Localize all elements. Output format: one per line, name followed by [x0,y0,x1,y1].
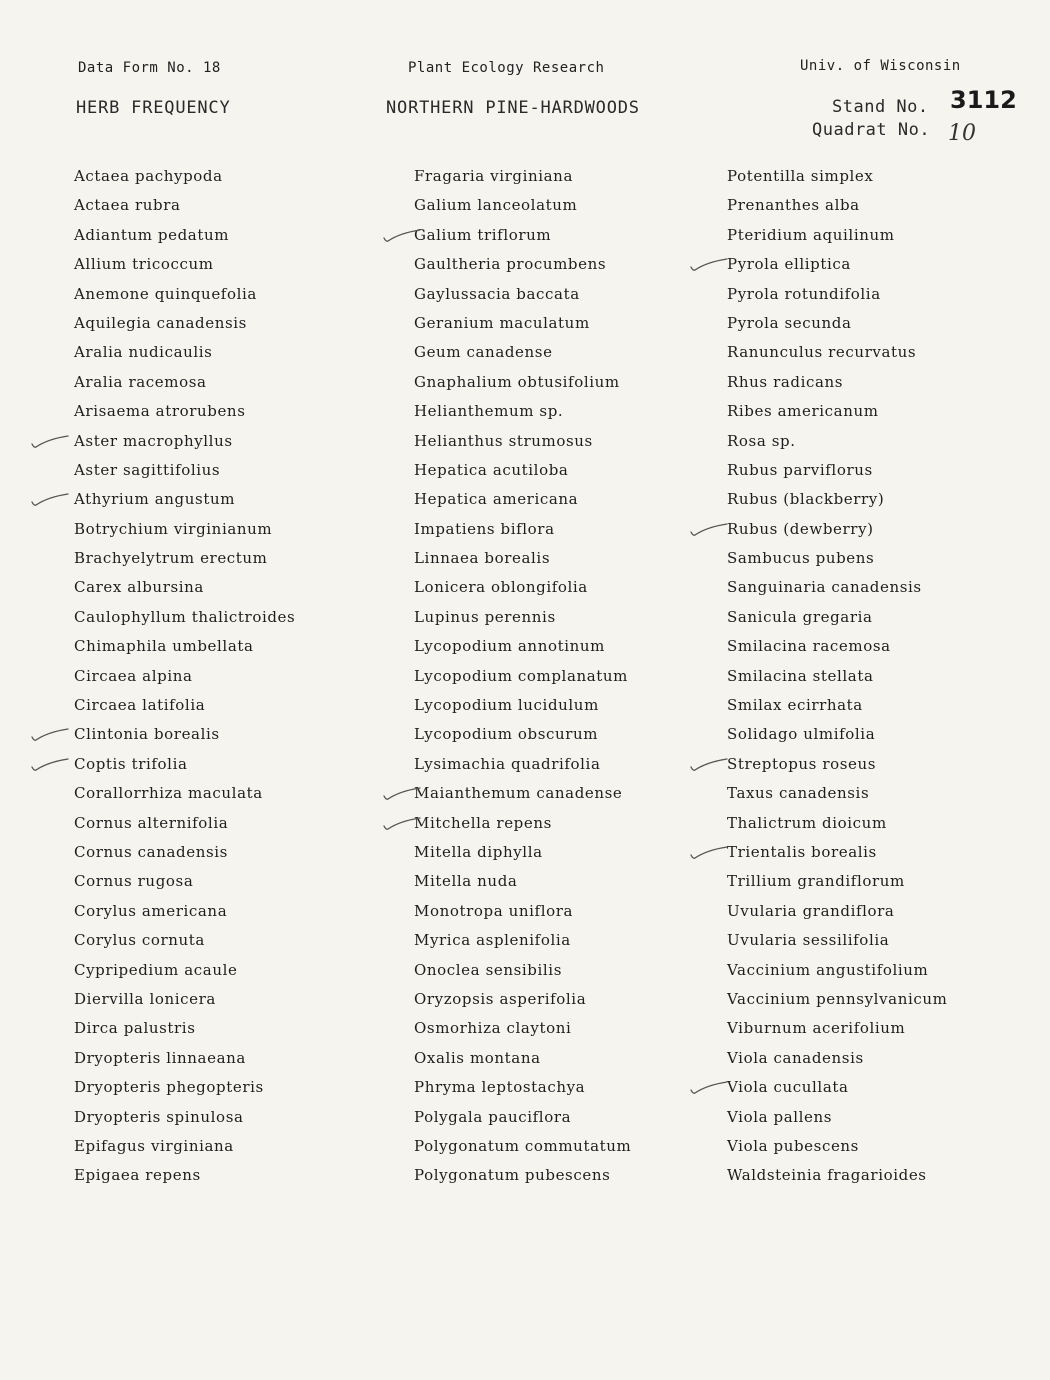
checkmark-icon [30,490,70,508]
species-item [727,573,947,602]
species-name: Phryma leptostachya [414,1078,586,1097]
species-item [727,750,947,779]
species-name: Circaea latifolia [74,696,206,715]
species-item [414,1132,631,1161]
species-name: Corallorrhiza maculata [74,784,263,803]
species-name: Polygala pauciflora [414,1107,572,1126]
species-name: Waldsteinia fragarioides [727,1166,927,1185]
species-item [727,691,947,720]
species-name: Gaultheria procumbens [414,255,607,274]
species-name: Clintonia borealis [74,725,220,744]
species-item [727,867,947,896]
species-name: Polygonatum commutatum [414,1136,632,1155]
species-name: Allium tricoccum [74,255,214,274]
species-name: Viburnum acerifolium [727,1019,906,1038]
species-name: Onoclea sensibilis [414,960,562,979]
species-item [727,603,947,632]
institution-name: Univ. of Wisconsin [800,58,961,74]
species-name: Sanguinaria canadensis [727,578,922,597]
checkmark-icon [382,226,422,244]
species-item [414,956,631,985]
species-item [727,985,947,1014]
species-name: Chimaphila umbellata [74,637,254,656]
species-name: Adiantum pedatum [74,225,230,244]
species-item [727,309,947,338]
species-item [727,1103,947,1132]
species-name: Hepatica americana [414,490,579,509]
species-item [414,162,631,191]
checkmark-icon [689,520,729,538]
species-item [74,779,295,808]
species-name: Solidago ulmifolia [727,725,876,744]
species-name: Maianthemum canadense [414,784,623,803]
species-item [74,250,295,279]
species-name: Actaea rubra [74,196,181,215]
species-name: Actaea pachypoda [74,167,223,185]
species-item [74,809,295,838]
species-item [74,985,295,1014]
species-name: Pyrola elliptica [727,255,851,274]
species-item [414,544,631,573]
species-item [74,603,295,632]
species-name: Dryopteris phegopteris [74,1078,264,1097]
species-name: Diervilla lonicera [74,989,216,1008]
species-name: Thalictrum dioicum [727,813,887,832]
species-item [74,838,295,867]
species-name: Cornus canadensis [74,842,228,861]
species-item [74,1103,295,1132]
species-item [727,250,947,279]
species-item [74,368,295,397]
form-title: HERB FREQUENCY [76,98,231,118]
species-name: Sanicula gregaria [727,607,873,626]
species-name: Lupinus perennis [414,607,556,626]
species-name: Viola canadensis [727,1048,864,1067]
species-name: Polygonatum pubescens [414,1166,611,1185]
species-name: Dirca palustris [74,1019,196,1038]
species-name: Pyrola secunda [727,313,852,332]
species-name: Mitella diphylla [414,842,543,861]
species-name: Helianthus strumosus [414,431,593,450]
species-name: Hepatica acutiloba [414,460,569,479]
species-item [727,191,947,220]
quadrat-number-handwritten: 10 [948,121,976,146]
species-item [414,1014,631,1043]
species-item [727,838,947,867]
species-item [74,338,295,367]
species-name: Trillium grandiflorum [727,872,905,891]
species-item [727,515,947,544]
species-item [414,1073,631,1102]
species-item [414,662,631,691]
species-name: Mitchella repens [414,813,552,832]
species-item [414,456,631,485]
species-column-1 [74,162,295,1191]
species-item [727,485,947,514]
species-item [727,1073,947,1102]
species-name: Cornus alternifolia [74,813,229,832]
species-item [414,1103,631,1132]
form-number: Data Form No. 18 [78,60,221,76]
species-name: Smilacina stellata [727,666,874,685]
species-name: Sambucus pubens [727,549,875,568]
species-name: Helianthemum sp. [414,402,564,421]
species-item [74,456,295,485]
species-item [414,691,631,720]
species-name: Circaea alpina [74,666,193,685]
species-item [414,632,631,661]
species-item [727,427,947,456]
species-name: Lycopodium complanatum [414,666,629,685]
species-item [727,1044,947,1073]
species-item [74,750,295,779]
species-name: Osmorhiza claytoni [414,1019,572,1038]
checkmark-icon [382,814,422,832]
species-item [414,809,631,838]
species-item [74,1161,295,1190]
species-name: Gaylussacia baccata [414,284,580,303]
species-item [414,515,631,544]
species-item [74,309,295,338]
species-name: Streptopus roseus [727,754,877,773]
species-name: Aralia nudicaulis [74,343,213,362]
species-item [727,397,947,426]
quadrat-label: Quadrat No. [812,120,931,140]
species-name: Dryopteris linnaeana [74,1048,246,1067]
species-item [74,221,295,250]
species-item [414,397,631,426]
species-name: Vaccinium pennsylvanicum [727,989,948,1008]
species-item [414,368,631,397]
species-item [414,720,631,749]
species-item [74,926,295,955]
species-item [74,544,295,573]
species-item [727,544,947,573]
species-name: Uvularia grandiflora [727,901,895,920]
species-item [727,779,947,808]
species-item [414,427,631,456]
species-name: Galium triflorum [414,225,552,244]
species-item [414,1161,631,1190]
species-name: Mitella nuda [414,872,518,891]
species-name: Epigaea repens [74,1166,201,1185]
species-item [74,162,295,191]
species-item [74,691,295,720]
species-name: Smilacina racemosa [727,637,891,656]
species-item [414,485,631,514]
species-item [727,926,947,955]
species-item [727,338,947,367]
species-name: Aster sagittifolius [74,460,221,479]
species-name: Ribes americanum [727,402,879,421]
species-name: Impatiens biflora [414,519,555,538]
species-item [727,956,947,985]
species-name: Coptis trifolia [74,754,188,773]
species-item [414,573,631,602]
community-title: NORTHERN PINE-HARDWOODS [386,98,640,118]
species-name: Brachyelytrum erectum [74,549,268,568]
species-item [74,956,295,985]
species-item [74,662,295,691]
species-name: Caulophyllum thalictroides [74,607,296,626]
species-item [414,750,631,779]
species-name: Ranunculus recurvatus [727,343,917,362]
checkmark-icon [689,1078,729,1096]
species-name: Geum canadense [414,343,553,362]
species-name: Oxalis montana [414,1048,541,1067]
species-name: Myrica asplenifolia [414,931,571,950]
checkmark-icon [30,725,70,743]
species-item [74,427,295,456]
species-item [727,1132,947,1161]
species-item [414,280,631,309]
species-item [74,897,295,926]
species-item [74,573,295,602]
species-name: Potentilla simplex [727,167,874,185]
species-item [727,662,947,691]
species-item [414,338,631,367]
stand-number-handwritten: 3112 [950,86,1017,114]
species-item [414,309,631,338]
species-name: Viola pubescens [727,1136,859,1155]
species-name: Viola pallens [727,1107,833,1126]
species-column-3 [727,162,947,1191]
species-item [74,1132,295,1161]
species-item [727,221,947,250]
species-name: Athyrium angustum [74,490,236,509]
species-item [74,1073,295,1102]
species-name: Corylus cornuta [74,931,205,950]
species-item [74,1044,295,1073]
species-name: Cypripedium acaule [74,960,238,979]
checkmark-icon [30,755,70,773]
species-item [74,1014,295,1043]
species-item [74,397,295,426]
species-name: Pteridium aquilinum [727,225,895,244]
species-item [414,897,631,926]
species-item [74,485,295,514]
species-item [414,221,631,250]
stand-label: Stand No. [832,97,929,117]
species-name: Oryzopsis asperifolia [414,989,587,1008]
species-name: Gnaphalium obtusifolium [414,372,620,391]
species-item [727,632,947,661]
species-item [74,280,295,309]
species-item [74,515,295,544]
species-item [727,1161,947,1190]
species-item [414,1044,631,1073]
checkmark-icon [382,784,422,802]
species-item [414,191,631,220]
species-item [74,720,295,749]
species-name: Vaccinium angustifolium [727,960,929,979]
species-item [414,779,631,808]
species-name: Lycopodium annotinum [414,637,605,656]
species-column-2 [414,162,631,1191]
species-name: Lycopodium obscurum [414,725,599,744]
species-name: Linnaea borealis [414,549,551,568]
checkmark-icon [30,432,70,450]
species-name: Rubus (dewberry) [727,519,874,538]
species-name: Lysimachia quadrifolia [414,754,601,773]
species-name: Rubus parviflorus [727,460,873,479]
species-name: Trientalis borealis [727,842,877,861]
species-name: Pyrola rotundifolia [727,284,881,303]
species-name: Anemone quinquefolia [74,284,257,303]
species-name: Arisaema atrorubens [74,402,246,421]
species-item [727,456,947,485]
species-name: Dryopteris spinulosa [74,1107,244,1126]
species-item [74,867,295,896]
species-item [414,926,631,955]
species-name: Viola cucullata [727,1078,849,1097]
species-item [727,1014,947,1043]
species-name: Fragaria virginiana [414,167,573,185]
species-item [727,720,947,749]
species-name: Corylus americana [74,901,228,920]
species-item [727,280,947,309]
species-name: Prenanthes alba [727,196,860,215]
species-name: Lycopodium lucidulum [414,696,599,715]
species-name: Galium lanceolatum [414,196,578,215]
species-item [414,603,631,632]
species-item [727,162,947,191]
species-name: Carex albursina [74,578,204,597]
species-name: Aquilegia canadensis [74,313,247,332]
species-item [74,191,295,220]
species-name: Geranium maculatum [414,313,590,332]
species-name: Taxus canadensis [727,784,870,803]
species-item [727,368,947,397]
species-item [414,250,631,279]
species-item [727,809,947,838]
species-name: Aster macrophyllus [74,431,233,450]
species-item [727,897,947,926]
program-name: Plant Ecology Research [408,60,605,76]
checkmark-icon [689,255,729,273]
species-name: Cornus rugosa [74,872,194,891]
species-name: Botrychium virginianum [74,519,273,538]
species-name: Rhus radicans [727,372,844,391]
species-name: Lonicera oblongifolia [414,578,588,597]
species-name: Uvularia sessilifolia [727,931,890,950]
species-name: Rosa sp. [727,431,796,450]
species-item [414,985,631,1014]
species-item [414,867,631,896]
checkmark-icon [689,755,729,773]
checkmark-icon [689,843,729,861]
species-item [414,838,631,867]
species-name: Smilax ecirrhata [727,696,863,715]
species-name: Aralia racemosa [74,372,207,391]
species-item [74,632,295,661]
species-name: Rubus (blackberry) [727,490,885,509]
species-name: Monotropa uniflora [414,901,574,920]
species-name: Epifagus virginiana [74,1136,234,1155]
